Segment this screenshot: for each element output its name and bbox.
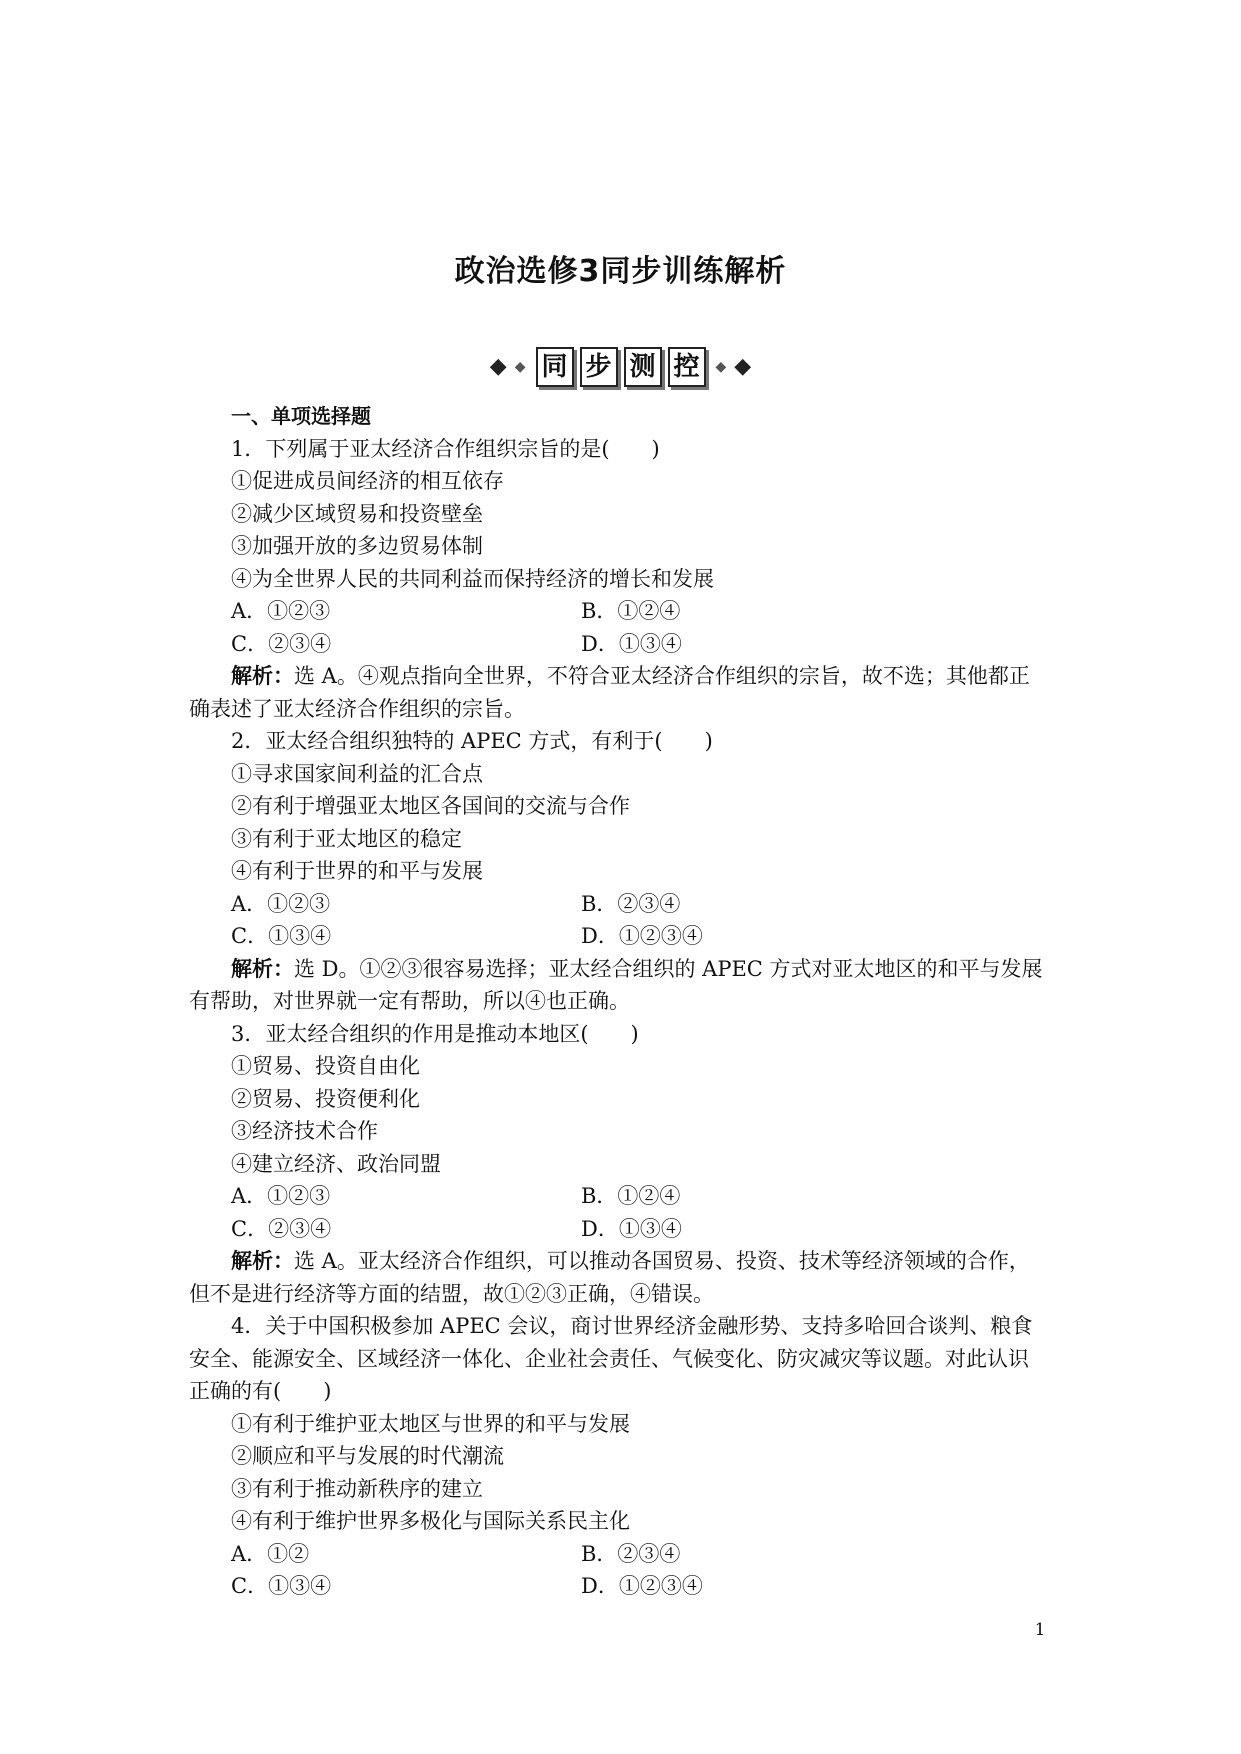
analysis-text: 有帮助，对世界就一定有帮助，所以④也正确。: [189, 989, 630, 1013]
statement-item: ③有利于推动新秩序的建立: [231, 1476, 483, 1501]
statement-item: ③加强开放的多边贸易体制: [231, 534, 483, 558]
statement-item: ③经济技术合作: [231, 1119, 378, 1143]
question-stem: 安全、能源安全、区域经济一体化、企业社会责任、气候变化、防灾减灾等议题。对此认识: [189, 1346, 1029, 1371]
analysis-text: 选 D。①②③很容易选择；亚太经合组织的 APEC 方式对亚太地区的和平与发展: [294, 956, 1043, 981]
analysis-line: [189, 660, 1059, 693]
answer-option: B．①②④: [581, 1184, 681, 1208]
answer-option: A．①②: [231, 1541, 310, 1566]
banner-char: 同: [536, 347, 574, 387]
question-stem: 2．亚太经合组织独特的 APEC 方式，有利于( ): [231, 729, 713, 753]
statement-item: ①有利于维护亚太地区与世界的和平与发展: [231, 1411, 630, 1436]
document-title: 政治选修3同步训练解析: [454, 254, 787, 289]
answer-option: C．②③④: [231, 1216, 332, 1241]
analysis-text: 选 A。亚太经济合作组织，可以推动各国贸易、投资、技术等经济领域的合作，: [294, 1249, 1030, 1273]
answer-option: D．①③④: [581, 631, 682, 656]
statement-item: ①促进成员间经济的相互依存: [231, 469, 504, 493]
analysis-text: 确表述了亚太经济合作组织的宗旨。: [189, 696, 525, 721]
banner-char: 测: [624, 347, 662, 387]
statement-item: ②有利于增强亚太地区各国间的交流与合作: [231, 794, 630, 818]
answer-option: C．②③④: [231, 631, 332, 656]
diamond-icon: ◆: [734, 354, 752, 379]
answer-option: B．①②④: [581, 599, 681, 623]
answer-option: A．①②③: [231, 1184, 331, 1208]
page-number: 1: [1034, 1620, 1046, 1640]
question-2: [189, 725, 1059, 1018]
analysis-label: 解析：: [231, 1249, 294, 1273]
question-list: [189, 400, 1059, 1603]
statement-item: ②减少区域贸易和投资壁垒: [231, 501, 483, 526]
question-1: [189, 433, 1059, 726]
answer-option: B．②③④: [581, 891, 681, 916]
question-stem: 4．关于中国积极参加 APEC 会议，商讨世界经济金融形势、支持多哈回合谈判、粮食: [231, 1314, 1033, 1338]
answer-option: C．①③④: [231, 1574, 332, 1598]
analysis-line: [189, 953, 1059, 986]
statement-item: ④为全世界人民的共同利益而保持经济的增长和发展: [231, 566, 714, 591]
answer-option: C．①③④: [231, 924, 332, 948]
answer-options-row: [189, 1570, 1059, 1603]
banner-char: 步: [580, 347, 618, 387]
statement-item: ①贸易、投资自由化: [231, 1054, 420, 1078]
answer-options-row: [189, 920, 1059, 953]
answer-option: D．①②③④: [581, 1574, 703, 1598]
diamond-small-icon: ◆: [514, 359, 526, 375]
statement-item: ①寻求国家间利益的汇合点: [231, 761, 483, 786]
diamond-icon: ◆: [489, 354, 507, 379]
answer-option: D．①③④: [581, 1216, 682, 1241]
analysis-label: 解析：: [231, 664, 294, 688]
answer-options-row: [189, 1180, 1059, 1213]
banner-title: [536, 347, 706, 387]
analysis-label: 解析：: [231, 956, 294, 981]
banner-char: 控: [668, 347, 706, 387]
question-stem: 正确的有( ): [189, 1379, 332, 1403]
question-4: [189, 1310, 1059, 1603]
question-stem: 1．下列属于亚太经济合作组织宗旨的是( ): [231, 436, 660, 461]
answer-options-row: [189, 595, 1059, 628]
answer-option: D．①②③④: [581, 924, 703, 948]
question-stem: 3．亚太经合组织的作用是推动本地区( ): [231, 1021, 639, 1046]
statement-item: ③有利于亚太地区的稳定: [231, 826, 462, 851]
answer-options-row: [189, 888, 1059, 921]
question-3: [189, 1018, 1059, 1311]
answer-option: B．②③④: [581, 1541, 681, 1566]
analysis-line: [189, 1245, 1059, 1278]
diamond-small-icon: ◆: [715, 359, 727, 375]
answer-options-row: [189, 1213, 1059, 1246]
section-heading: 一、单项选择题: [231, 404, 371, 428]
statement-item: ②顺应和平与发展的时代潮流: [231, 1444, 504, 1468]
answer-option: A．①②③: [231, 891, 331, 916]
answer-options-row: [189, 628, 1059, 661]
statement-item: ④建立经济、政治同盟: [231, 1151, 441, 1176]
statement-item: ④有利于世界的和平与发展: [231, 859, 483, 883]
analysis-text: 选 A。④观点指向全世界，不符合亚太经济合作组织的宗旨，故不选；其他都正: [294, 664, 1030, 688]
answer-options-row: [189, 1538, 1059, 1571]
section-banner: [0, 345, 1241, 389]
statement-item: ④有利于维护世界多极化与国际关系民主化: [231, 1509, 630, 1533]
analysis-text: 但不是进行经济等方面的结盟，故①②③正确，④错误。: [189, 1281, 714, 1306]
answer-option: A．①②③: [231, 599, 331, 623]
statement-item: ②贸易、投资便利化: [231, 1086, 420, 1111]
